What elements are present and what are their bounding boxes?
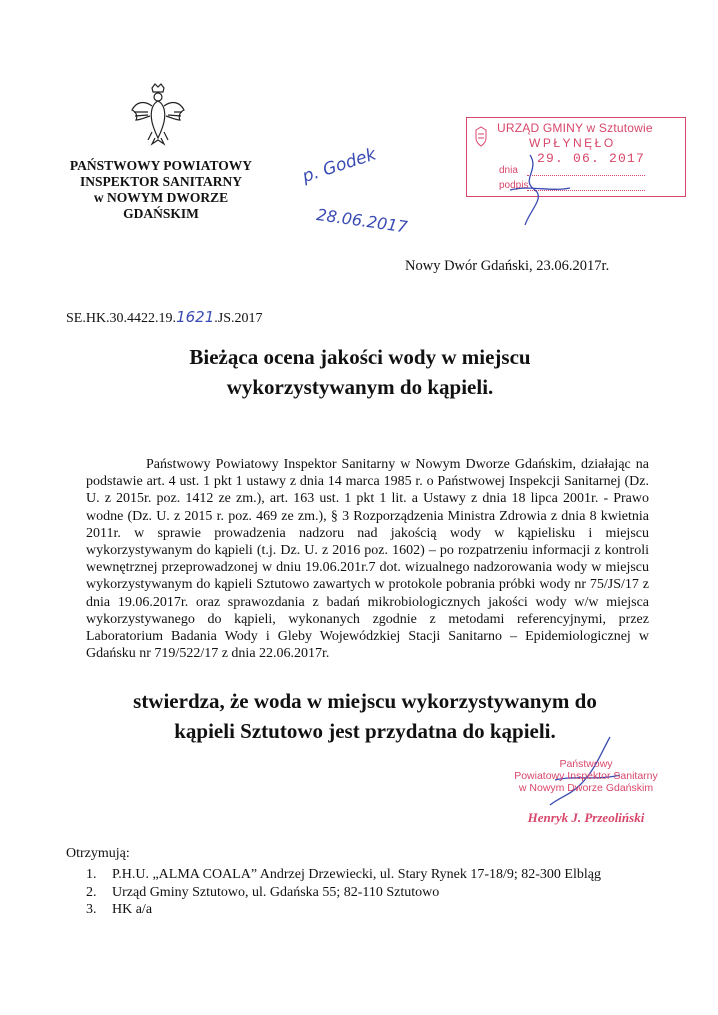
list-item-text: P.H.U. „ALMA COALA” Andrzej Drzewiecki, ul. Stary Rynek 17-18/9; 82-300 Elbląg <box>112 867 601 882</box>
reference-number <box>66 308 262 327</box>
list-item <box>86 884 601 902</box>
handwritten-date: 28.06.2017 <box>315 205 409 237</box>
document-date: Nowy Dwór Gdański, 23.06.2017r. <box>405 258 610 274</box>
stamp-date: 29. 06. 2017 <box>537 151 646 166</box>
recipients-list <box>86 866 601 919</box>
recipients-label: Otrzymują: <box>66 846 130 861</box>
list-item <box>86 901 601 919</box>
stamp-office: URZĄD GMINY w Sztutowie <box>497 121 653 135</box>
signature-line-1: Państwowy <box>559 758 613 770</box>
title-line-1: Bieżąca ocena jakości wody w miejscu <box>189 345 531 369</box>
stamp-received: WPŁYNĘŁO <box>529 136 616 150</box>
body-paragraph <box>86 456 649 662</box>
document-title <box>120 342 600 402</box>
statement-line-1: stwierdza, że woda w miejscu wykorzystywanym do <box>133 689 597 713</box>
list-item-number: 1. <box>86 867 97 882</box>
handwritten-signature <box>500 150 580 230</box>
handwritten-reference-number: 1621 <box>176 308 215 326</box>
list-item-number: 3. <box>86 902 97 917</box>
body-text: Państwowy Powiatowy Inspektor Sanitarny w Nowym Dworze Gdańskim, działając na podstawie art. 4 ust. 1 pkt 1 ustawy z dnia 14 marca 1985 r. o Państwowej Inspekcji Sanitarnej (Dz. U. z 2015r. poz. 1412 ze zm.), art. 163 ust. 1 pkt 1 lit. a Ustawy z dnia 18 lipca 2001r. - Prawo wodne (Dz. U. z 2015 r. poz. 469 ze zm.), § 3 Rozporządzenia Ministra Zdrowia z dnia 8 kwietnia 2011r. w sprawie prowadzenia nadzoru nad jakością wody w kąpielisku i miejscu wykorzystywanym do kąpieli (t.j. Dz. U. z 2016 poz. 1602) – po rozpatrzeniu informacji z kontroli wewnętrznej przeprowadzonej w dniu 19.06.201r.7 dot. wizualnego nadzorowania wody w miejscu wykorzystywanym do kąpieli Sztutowo zawartych w protokole pobrania próbki wody nr 75/JS/17 z dnia 19.06.2017r. oraz sprawozdania z badań mikrobiologicznych jakości wody w/w miejsca wykorzystywanego do kąpieli, wykonanych zgodnie z metodami referencyjnymi, przez Laboratorium Badania Wody i Gleby Wojewódzkiej Stacji Sanitarno – Epidemiologicznej w Gdańsku nr 719/522/17 z dnia 22.06.2017r. <box>86 457 649 662</box>
signature-stamp <box>476 758 696 824</box>
stamp-emblem-icon <box>473 126 489 150</box>
polish-eagle-icon <box>130 82 186 146</box>
signature-line-2: Powiatowy Inspektor Sanitarny <box>514 770 658 782</box>
issuer-line-3: w NOWYM DWORZE <box>93 190 229 205</box>
signature-line-3: w Nowym Dworze Gdańskim <box>518 782 654 794</box>
handwritten-name: p. Godek <box>300 144 379 188</box>
issuer-line-1: PAŃSTWOWY POWIATOWY <box>69 158 253 173</box>
issuer-line-4: GDAŃSKIM <box>123 206 199 221</box>
title-line-2: wykorzystywanym do kąpieli. <box>226 375 494 399</box>
signatory-name: Henryk J. Przeoliński <box>527 810 645 825</box>
list-item <box>86 866 601 884</box>
list-item-text: HK a/a <box>112 902 153 917</box>
stamp-podpis-label: podpis <box>499 180 529 191</box>
statement-line-2: kąpieli Sztutowo jest przydatna do kąpieli. <box>174 719 556 743</box>
reference-suffix: .JS.2017 <box>214 311 263 326</box>
stamp-dnia-label: dnia <box>499 165 518 176</box>
issuer-name <box>66 158 256 222</box>
list-item-text: Urząd Gminy Sztutowo, ul. Gdańska 55; 82-110 Sztutowo <box>112 884 440 900</box>
reference-prefix: SE.HK.30.4422.19. <box>66 311 177 326</box>
list-item-number: 2. <box>86 884 97 900</box>
issuer-line-2: INSPEKTOR SANITARNY <box>80 174 242 189</box>
